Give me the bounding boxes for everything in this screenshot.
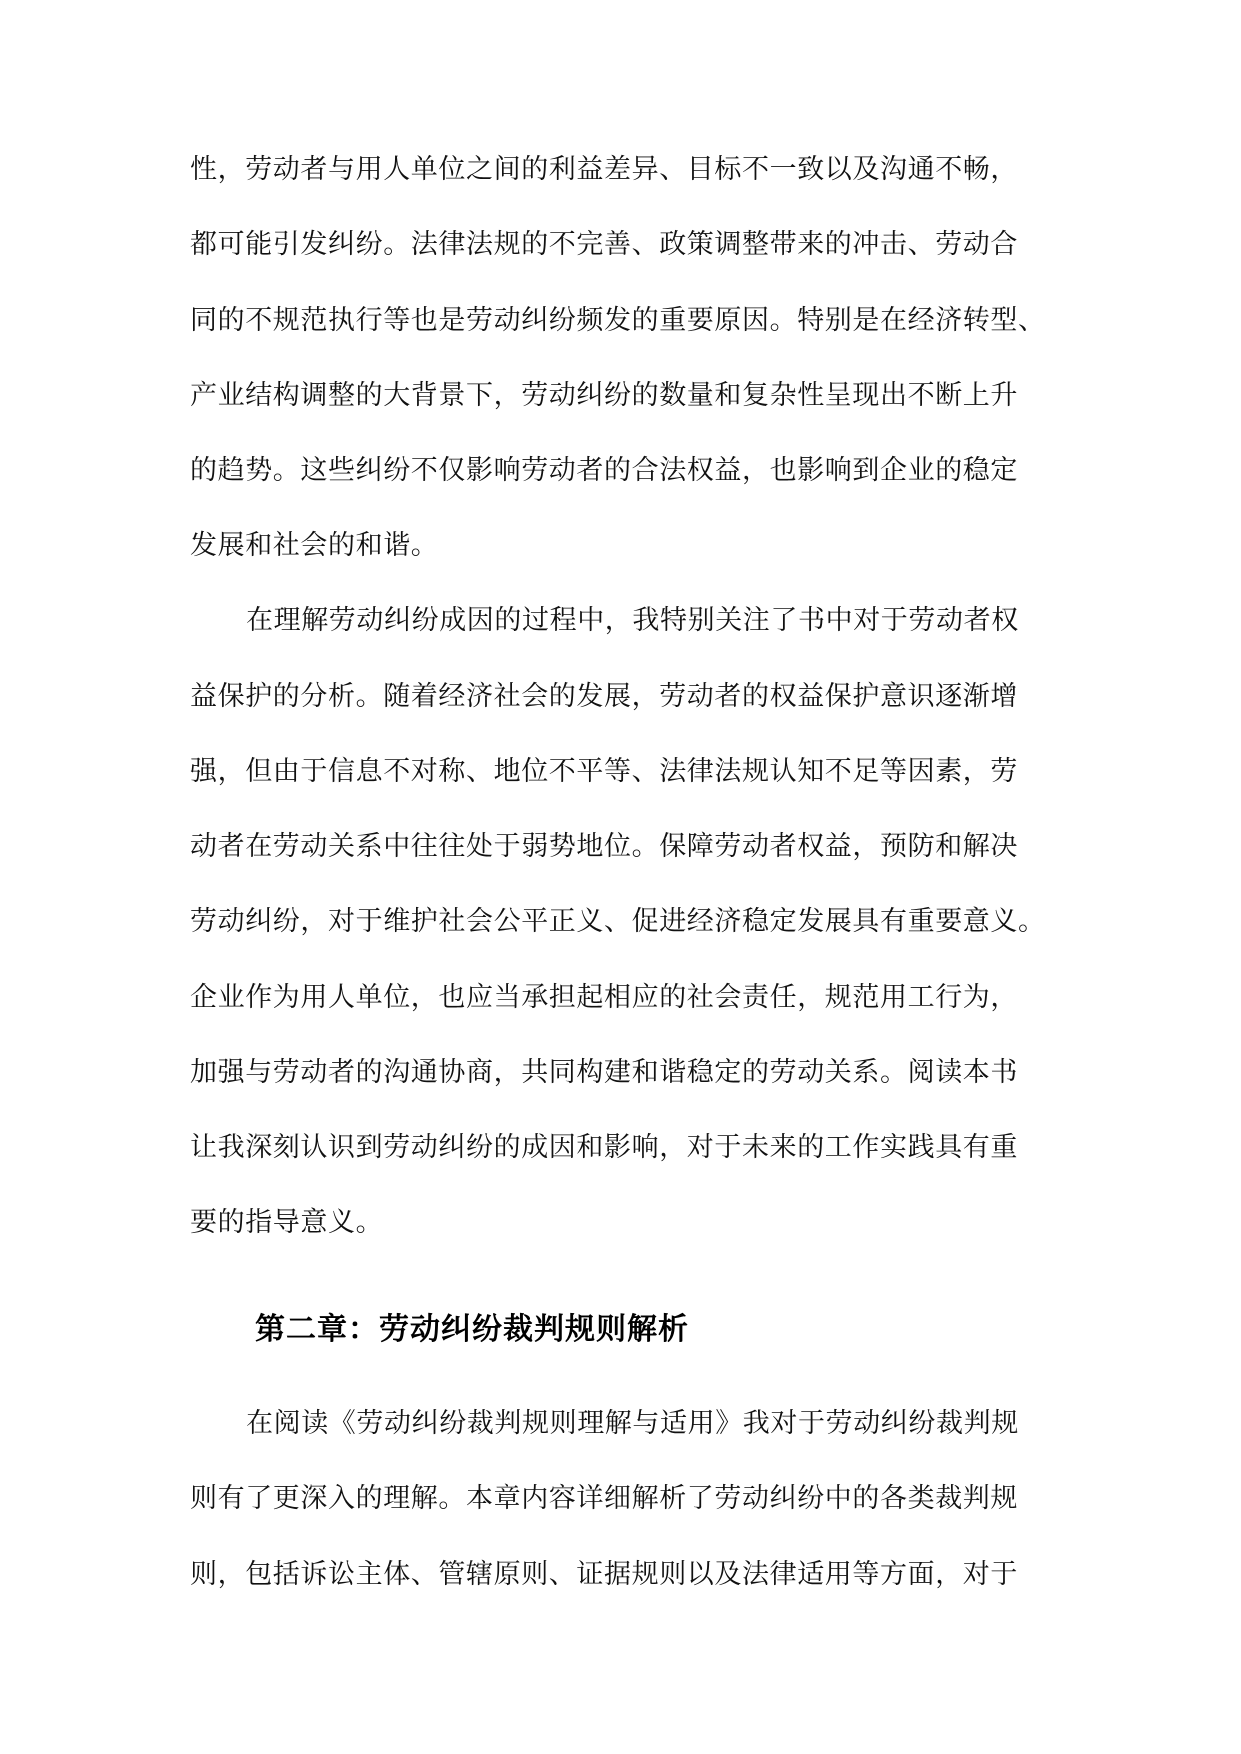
paragraph-line: 发展和社会的和谐。: [190, 530, 439, 561]
paragraph-line: 劳动纠纷，对于维护社会公平正义、促进经济稳定发展具有重要意义。: [190, 906, 1046, 937]
paragraph-line: 动者在劳动关系中往往处于弱势地位。保障劳动者权益，预防和解决: [190, 831, 1018, 862]
chapter-heading: 第二章：劳动纠纷裁判规则解析: [255, 1312, 689, 1347]
paragraph-line: 要的指导意义。: [190, 1207, 384, 1238]
paragraph-line: 让我深刻认识到劳动纠纷的成因和影响，对于未来的工作实践具有重: [190, 1132, 1018, 1163]
paragraph-line: 则，包括诉讼主体、管辖原则、证据规则以及法律适用等方面，对于: [190, 1559, 1018, 1590]
paragraph-line: 企业作为用人单位，也应当承担起相应的社会责任，规范用工行为，: [190, 982, 1018, 1013]
paragraph-line: 性，劳动者与用人单位之间的利益差异、目标不一致以及沟通不畅，: [190, 154, 1018, 185]
paragraph-line: 产业结构调整的大背景下，劳动纠纷的数量和复杂性呈现出不断上升: [190, 380, 1018, 411]
paragraph-line: 强，但由于信息不对称、地位不平等、法律法规认知不足等因素，劳: [190, 756, 1018, 787]
paragraph-line: 的趋势。这些纠纷不仅影响劳动者的合法权益，也影响到企业的稳定: [190, 455, 1018, 486]
paragraph-line: 在理解劳动纠纷成因的过程中，我特别关注了书中对于劳动者权: [246, 605, 1019, 636]
paragraph-line: 则有了更深入的理解。本章内容详细解析了劳动纠纷中的各类裁判规: [190, 1483, 1018, 1514]
paragraph-line: 益保护的分析。随着经济社会的发展，劳动者的权益保护意识逐渐增: [190, 681, 1018, 712]
paragraph-line: 同的不规范执行等也是劳动纠纷频发的重要原因。特别是在经济转型、: [190, 305, 1046, 336]
paragraph-line: 都可能引发纠纷。法律法规的不完善、政策调整带来的冲击、劳动合: [190, 229, 1018, 260]
paragraph-line: 在阅读《劳动纠纷裁判规则理解与适用》我对于劳动纠纷裁判规: [246, 1408, 1019, 1439]
paragraph-line: 加强与劳动者的沟通协商，共同构建和谐稳定的劳动关系。阅读本书: [190, 1057, 1018, 1088]
